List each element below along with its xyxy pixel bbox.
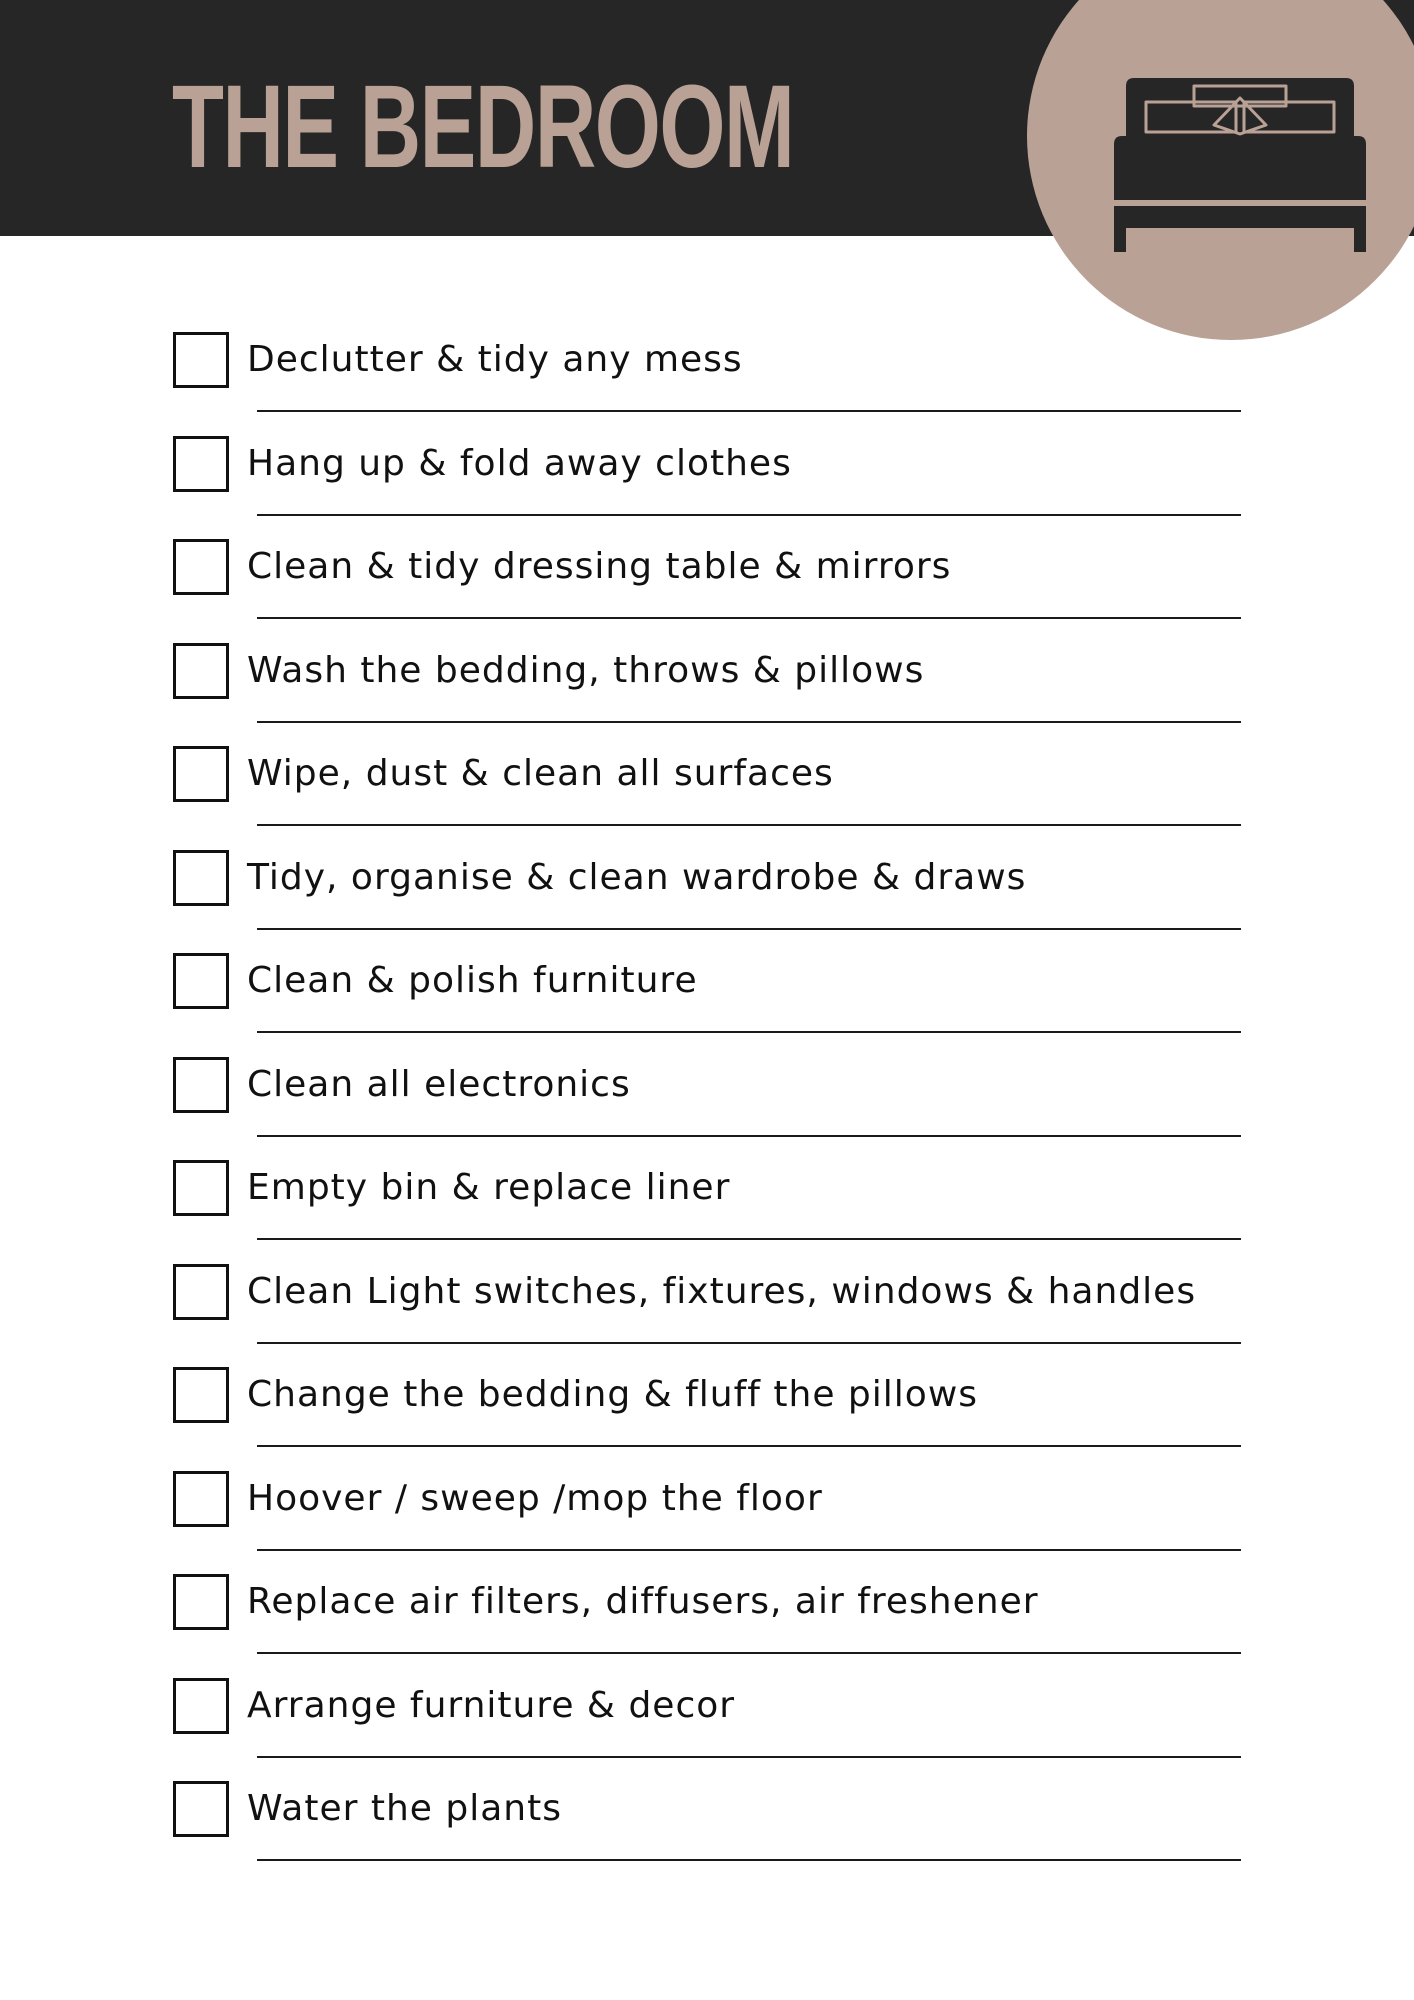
item-underline bbox=[257, 617, 1241, 619]
item-underline bbox=[257, 1652, 1241, 1654]
item-underline bbox=[257, 1135, 1241, 1137]
checklist-item-label: Arrange furniture & decor bbox=[247, 1685, 736, 1726]
checkbox[interactable] bbox=[173, 1781, 229, 1837]
page-title: THE BEDROOM bbox=[172, 61, 794, 193]
item-underline bbox=[257, 1445, 1241, 1447]
checklist-item bbox=[0, 1057, 1414, 1160]
checklist-item-label: Clean all electronics bbox=[247, 1064, 631, 1105]
checklist-item-label: Wipe, dust & clean all surfaces bbox=[247, 753, 834, 794]
checklist-item-label: Wash the bedding, throws & pillows bbox=[247, 650, 925, 691]
item-underline bbox=[257, 1031, 1241, 1033]
checklist-item-label: Replace air filters, diffusers, air freshener bbox=[247, 1581, 1039, 1622]
checklist-item-label: Clean & tidy dressing table & mirrors bbox=[247, 546, 952, 587]
checklist-item bbox=[0, 850, 1414, 953]
checklist-item bbox=[0, 436, 1414, 539]
checkbox[interactable] bbox=[173, 850, 229, 906]
checklist-item bbox=[0, 746, 1414, 849]
checklist-item-label: Tidy, organise & clean wardrobe & draws bbox=[247, 857, 1027, 898]
checkbox[interactable] bbox=[173, 1160, 229, 1216]
item-underline bbox=[257, 721, 1241, 723]
checklist-item bbox=[0, 1781, 1414, 1884]
checklist-item-label: Hoover / sweep /mop the floor bbox=[247, 1478, 823, 1519]
checkbox[interactable] bbox=[173, 1264, 229, 1320]
item-underline bbox=[257, 928, 1241, 930]
checkbox[interactable] bbox=[173, 539, 229, 595]
item-underline bbox=[257, 1549, 1241, 1551]
checkbox[interactable] bbox=[173, 746, 229, 802]
checkbox[interactable] bbox=[173, 643, 229, 699]
checkbox[interactable] bbox=[173, 1678, 229, 1734]
item-underline bbox=[257, 1238, 1241, 1240]
item-underline bbox=[257, 824, 1241, 826]
checkbox[interactable] bbox=[173, 1574, 229, 1630]
checklist-item-label: Change the bedding & fluff the pillows bbox=[247, 1374, 979, 1415]
item-underline bbox=[257, 1859, 1241, 1861]
checklist-item-label: Hang up & fold away clothes bbox=[247, 443, 792, 484]
checklist-item bbox=[0, 539, 1414, 642]
checklist-item-label: Water the plants bbox=[247, 1788, 562, 1829]
checklist-item bbox=[0, 1678, 1414, 1781]
item-underline bbox=[257, 1342, 1241, 1344]
checklist-item-label: Declutter & tidy any mess bbox=[247, 339, 743, 380]
checklist-item-label: Clean & polish furniture bbox=[247, 960, 698, 1001]
checklist-item bbox=[0, 1367, 1414, 1470]
checklist-item bbox=[0, 332, 1414, 435]
checklist-item bbox=[0, 953, 1414, 1056]
item-underline bbox=[257, 410, 1241, 412]
checkbox[interactable] bbox=[173, 1057, 229, 1113]
checklist-item-label: Empty bin & replace liner bbox=[247, 1167, 731, 1208]
checklist-item bbox=[0, 1471, 1414, 1574]
item-underline bbox=[257, 1756, 1241, 1758]
checklist-item-label: Clean Light switches, fixtures, windows & handles bbox=[247, 1271, 1197, 1312]
checkbox[interactable] bbox=[173, 332, 229, 388]
checkbox[interactable] bbox=[173, 1367, 229, 1423]
checklist-item bbox=[0, 1264, 1414, 1367]
item-underline bbox=[257, 514, 1241, 516]
checklist-item bbox=[0, 643, 1414, 746]
checkbox[interactable] bbox=[173, 436, 229, 492]
checklist-item bbox=[0, 1574, 1414, 1677]
checkbox[interactable] bbox=[173, 953, 229, 1009]
checklist-item bbox=[0, 1160, 1414, 1263]
checkbox[interactable] bbox=[173, 1471, 229, 1527]
